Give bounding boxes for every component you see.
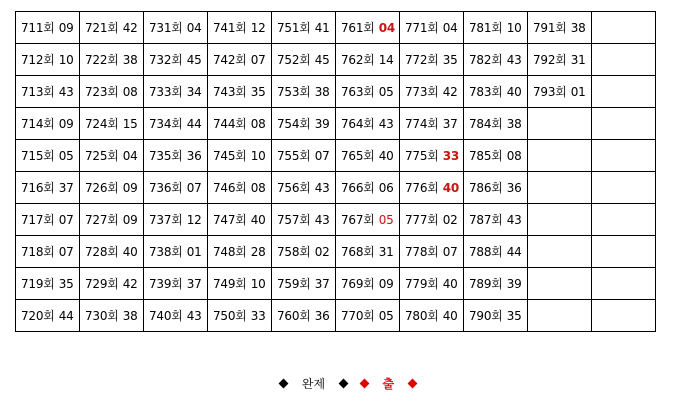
drawn-number: 44 [186, 116, 202, 131]
drawn-number: 41 [314, 20, 330, 35]
round-cell [16, 172, 80, 204]
round-cell [80, 300, 144, 332]
drawn-number: 06 [378, 180, 394, 195]
round-label: 755회 [277, 148, 311, 163]
round-cell [144, 172, 208, 204]
round-cell [272, 300, 336, 332]
round-label: 744회 [213, 116, 247, 131]
drawn-number: 09 [58, 116, 74, 131]
empty-cell [592, 268, 656, 300]
round-label: 725회 [85, 148, 119, 163]
round-label: 757회 [277, 212, 311, 227]
drawn-number: 42 [442, 84, 458, 99]
round-label: 743회 [213, 84, 247, 99]
round-label: 765회 [341, 148, 375, 163]
black-diamond-icon [338, 378, 349, 389]
drawn-number: 42 [122, 20, 138, 35]
drawn-number: 33 [250, 308, 266, 323]
drawn-number: 40 [442, 276, 458, 291]
round-label: 756회 [277, 180, 311, 195]
round-cell [336, 44, 400, 76]
empty-cell [528, 140, 592, 172]
round-cell [336, 172, 400, 204]
round-label: 729회 [85, 276, 119, 291]
round-cell [16, 204, 80, 236]
round-label: 782회 [469, 52, 503, 67]
drawn-number: 35 [442, 52, 458, 67]
drawn-number: 39 [506, 276, 522, 291]
round-cell [144, 108, 208, 140]
drawn-number: 08 [122, 84, 138, 99]
round-cell [464, 268, 528, 300]
drawn-number: 43 [506, 212, 522, 227]
round-cell [272, 12, 336, 44]
round-label: 719회 [21, 276, 55, 291]
drawn-number: 40 [122, 244, 138, 259]
drawn-number: 43 [314, 180, 330, 195]
legend-output-label: 출 [382, 376, 395, 391]
empty-cell [528, 108, 592, 140]
round-cell [80, 172, 144, 204]
round-cell [16, 236, 80, 268]
round-cell [144, 140, 208, 172]
round-label: 747회 [213, 212, 247, 227]
round-cell [400, 300, 464, 332]
drawn-number: 09 [58, 20, 74, 35]
round-cell [208, 76, 272, 108]
round-label: 779회 [405, 276, 439, 291]
drawn-number: 43 [58, 84, 74, 99]
drawn-number: 28 [250, 244, 266, 259]
round-cell [400, 12, 464, 44]
round-cell [16, 12, 80, 44]
drawn-number: 43 [186, 308, 202, 323]
round-label: 746회 [213, 180, 247, 195]
drawn-number: 44 [506, 244, 522, 259]
drawn-number: 40 [506, 84, 522, 99]
round-label: 728회 [85, 244, 119, 259]
drawn-number: 12 [250, 20, 266, 35]
drawn-number: 08 [506, 148, 522, 163]
round-label: 774회 [405, 116, 439, 131]
drawn-number: 05 [58, 148, 74, 163]
round-cell [80, 204, 144, 236]
empty-cell [528, 204, 592, 236]
drawn-number: 01 [186, 244, 202, 259]
round-label: 767회 [341, 212, 375, 227]
drawn-number: 43 [506, 52, 522, 67]
round-cell [16, 268, 80, 300]
empty-cell [592, 76, 656, 108]
round-cell [336, 204, 400, 236]
round-label: 730회 [85, 308, 119, 323]
empty-cell [528, 300, 592, 332]
round-cell [208, 236, 272, 268]
empty-cell [592, 108, 656, 140]
round-label: 737회 [149, 212, 183, 227]
drawn-number: 02 [314, 244, 330, 259]
round-label: 750회 [213, 308, 247, 323]
round-cell [272, 44, 336, 76]
round-cell [208, 300, 272, 332]
round-cell [336, 12, 400, 44]
round-cell [272, 268, 336, 300]
drawn-number: 42 [122, 276, 138, 291]
round-label: 748회 [213, 244, 247, 259]
round-cell [144, 268, 208, 300]
round-label: 724회 [85, 116, 119, 131]
round-cell [336, 236, 400, 268]
drawn-number: 31 [378, 244, 394, 259]
round-cell [80, 236, 144, 268]
drawn-number: 08 [250, 116, 266, 131]
round-label: 778회 [405, 244, 439, 259]
drawn-number: 01 [570, 84, 586, 99]
round-cell [144, 236, 208, 268]
round-label: 716회 [21, 180, 55, 195]
round-cell [208, 44, 272, 76]
drawn-number: 10 [250, 148, 266, 163]
round-label: 722회 [85, 52, 119, 67]
black-diamond-icon [278, 378, 289, 389]
drawn-number: 43 [314, 212, 330, 227]
round-cell [16, 140, 80, 172]
drawn-number: 35 [506, 308, 522, 323]
round-label: 788회 [469, 244, 503, 259]
round-cell [80, 44, 144, 76]
round-cell [272, 172, 336, 204]
round-label: 711회 [21, 20, 55, 35]
round-label: 715회 [21, 148, 55, 163]
round-cell [272, 108, 336, 140]
drawn-number: 14 [378, 52, 394, 67]
empty-cell [528, 268, 592, 300]
round-cell [80, 108, 144, 140]
round-cell [464, 236, 528, 268]
round-cell [208, 108, 272, 140]
round-cell [336, 140, 400, 172]
legend [0, 375, 696, 392]
drawn-number: 38 [314, 84, 330, 99]
round-label: 784회 [469, 116, 503, 131]
round-label: 764회 [341, 116, 375, 131]
round-label: 713회 [21, 84, 55, 99]
empty-cell [528, 236, 592, 268]
legend-complete-label: 완제 [301, 376, 326, 391]
round-label: 749회 [213, 276, 247, 291]
round-cell [208, 140, 272, 172]
table-body [16, 12, 656, 332]
drawn-number: 40 [442, 308, 458, 323]
drawn-number: 38 [506, 116, 522, 131]
drawn-number: 44 [58, 308, 74, 323]
drawn-number: 37 [58, 180, 74, 195]
empty-cell [592, 204, 656, 236]
round-label: 760회 [277, 308, 311, 323]
round-label: 768회 [341, 244, 375, 259]
empty-cell [528, 172, 592, 204]
round-cell [464, 204, 528, 236]
round-label: 793회 [533, 84, 567, 99]
drawn-number: 05 [378, 84, 394, 99]
round-cell [144, 204, 208, 236]
drawn-number: 40 [442, 180, 460, 195]
round-label: 766회 [341, 180, 375, 195]
round-cell [400, 204, 464, 236]
drawn-number: 10 [506, 20, 522, 35]
table-row [16, 236, 656, 268]
round-label: 754회 [277, 116, 311, 131]
drawn-number: 02 [442, 212, 458, 227]
table-row [16, 108, 656, 140]
table-row [16, 204, 656, 236]
round-cell [336, 108, 400, 140]
drawn-number: 09 [378, 276, 394, 291]
round-label: 761회 [341, 20, 375, 35]
round-label: 777회 [405, 212, 439, 227]
round-label: 762회 [341, 52, 375, 67]
round-cell [400, 268, 464, 300]
round-cell [208, 172, 272, 204]
round-label: 726회 [85, 180, 119, 195]
table-row [16, 300, 656, 332]
round-label: 741회 [213, 20, 247, 35]
lotto-number-table [15, 11, 656, 332]
round-cell [464, 12, 528, 44]
round-label: 721회 [85, 20, 119, 35]
round-cell [272, 140, 336, 172]
drawn-number: 12 [186, 212, 202, 227]
round-cell [464, 172, 528, 204]
drawn-number: 37 [186, 276, 202, 291]
empty-cell [592, 236, 656, 268]
drawn-number: 39 [314, 116, 330, 131]
round-label: 786회 [469, 180, 503, 195]
drawn-number: 09 [122, 180, 138, 195]
round-cell [400, 44, 464, 76]
round-label: 740회 [149, 308, 183, 323]
red-diamond-icon [407, 378, 418, 389]
round-cell [208, 268, 272, 300]
round-cell [16, 300, 80, 332]
round-cell [208, 204, 272, 236]
round-label: 775회 [405, 148, 439, 163]
round-cell [16, 76, 80, 108]
round-cell [400, 140, 464, 172]
drawn-number: 35 [250, 84, 266, 99]
drawn-number: 40 [378, 148, 394, 163]
drawn-number: 35 [58, 276, 74, 291]
round-cell [16, 108, 80, 140]
round-cell [144, 300, 208, 332]
drawn-number: 07 [58, 212, 74, 227]
red-diamond-icon [359, 378, 370, 389]
drawn-number: 45 [186, 52, 202, 67]
drawn-number: 37 [314, 276, 330, 291]
drawn-number: 38 [122, 52, 138, 67]
round-cell [336, 76, 400, 108]
round-cell [528, 44, 592, 76]
drawn-number: 04 [186, 20, 202, 35]
drawn-number: 04 [378, 20, 396, 35]
round-cell [144, 12, 208, 44]
table-row [16, 172, 656, 204]
round-cell [400, 236, 464, 268]
round-label: 745회 [213, 148, 247, 163]
round-cell [336, 268, 400, 300]
drawn-number: 07 [58, 244, 74, 259]
round-label: 758회 [277, 244, 311, 259]
round-cell [272, 236, 336, 268]
round-label: 717회 [21, 212, 55, 227]
round-label: 759회 [277, 276, 311, 291]
drawn-number: 37 [442, 116, 458, 131]
drawn-number: 09 [122, 212, 138, 227]
empty-cell [592, 140, 656, 172]
round-label: 731회 [149, 20, 183, 35]
drawn-number: 04 [122, 148, 138, 163]
drawn-number: 38 [122, 308, 138, 323]
round-label: 763회 [341, 84, 375, 99]
round-label: 770회 [341, 308, 375, 323]
empty-cell [592, 44, 656, 76]
round-label: 753회 [277, 84, 311, 99]
round-label: 792회 [533, 52, 567, 67]
round-cell [464, 140, 528, 172]
round-label: 720회 [21, 308, 55, 323]
drawn-number: 05 [378, 212, 394, 227]
drawn-number: 04 [442, 20, 458, 35]
round-label: 776회 [405, 180, 439, 195]
table-row [16, 76, 656, 108]
drawn-number: 07 [442, 244, 458, 259]
round-cell [144, 76, 208, 108]
drawn-number: 07 [250, 52, 266, 67]
table-row [16, 12, 656, 44]
drawn-number: 10 [250, 276, 266, 291]
round-cell [80, 140, 144, 172]
drawn-number: 07 [314, 148, 330, 163]
table-row [16, 140, 656, 172]
round-cell [464, 108, 528, 140]
drawn-number: 36 [506, 180, 522, 195]
table-row [16, 268, 656, 300]
drawn-number: 45 [314, 52, 330, 67]
round-label: 736회 [149, 180, 183, 195]
empty-cell [592, 172, 656, 204]
round-cell [400, 76, 464, 108]
round-label: 733회 [149, 84, 183, 99]
round-label: 789회 [469, 276, 503, 291]
round-label: 791회 [533, 20, 567, 35]
drawn-number: 05 [378, 308, 394, 323]
drawn-number: 34 [186, 84, 202, 99]
round-cell [272, 204, 336, 236]
round-cell [80, 76, 144, 108]
drawn-number: 31 [570, 52, 586, 67]
empty-cell [592, 300, 656, 332]
round-label: 727회 [85, 212, 119, 227]
round-label: 742회 [213, 52, 247, 67]
round-label: 771회 [405, 20, 439, 35]
round-cell [464, 76, 528, 108]
round-cell [80, 12, 144, 44]
round-label: 718회 [21, 244, 55, 259]
round-cell [464, 300, 528, 332]
round-cell [272, 76, 336, 108]
drawn-number: 40 [250, 212, 266, 227]
round-label: 735회 [149, 148, 183, 163]
round-label: 723회 [85, 84, 119, 99]
round-cell [528, 76, 592, 108]
drawn-number: 15 [122, 116, 138, 131]
empty-cell [592, 12, 656, 44]
round-label: 738회 [149, 244, 183, 259]
round-label: 712회 [21, 52, 55, 67]
round-cell [16, 44, 80, 76]
drawn-number: 08 [250, 180, 266, 195]
round-cell [144, 44, 208, 76]
drawn-number: 36 [314, 308, 330, 323]
round-label: 787회 [469, 212, 503, 227]
round-label: 734회 [149, 116, 183, 131]
round-cell [80, 268, 144, 300]
round-label: 790회 [469, 308, 503, 323]
drawn-number: 38 [570, 20, 586, 35]
round-label: 752회 [277, 52, 311, 67]
round-label: 769회 [341, 276, 375, 291]
round-label: 785회 [469, 148, 503, 163]
drawn-number: 36 [186, 148, 202, 163]
round-label: 751회 [277, 20, 311, 35]
drawn-number: 33 [442, 148, 460, 163]
round-cell [528, 12, 592, 44]
round-cell [208, 12, 272, 44]
round-label: 739회 [149, 276, 183, 291]
round-label: 781회 [469, 20, 503, 35]
round-label: 773회 [405, 84, 439, 99]
table-row [16, 44, 656, 76]
round-cell [400, 172, 464, 204]
round-label: 772회 [405, 52, 439, 67]
round-label: 783회 [469, 84, 503, 99]
drawn-number: 10 [58, 52, 74, 67]
round-cell [336, 300, 400, 332]
round-cell [464, 44, 528, 76]
round-label: 714회 [21, 116, 55, 131]
drawn-number: 07 [186, 180, 202, 195]
drawn-number: 43 [378, 116, 394, 131]
round-cell [400, 108, 464, 140]
round-label: 780회 [405, 308, 439, 323]
round-label: 732회 [149, 52, 183, 67]
